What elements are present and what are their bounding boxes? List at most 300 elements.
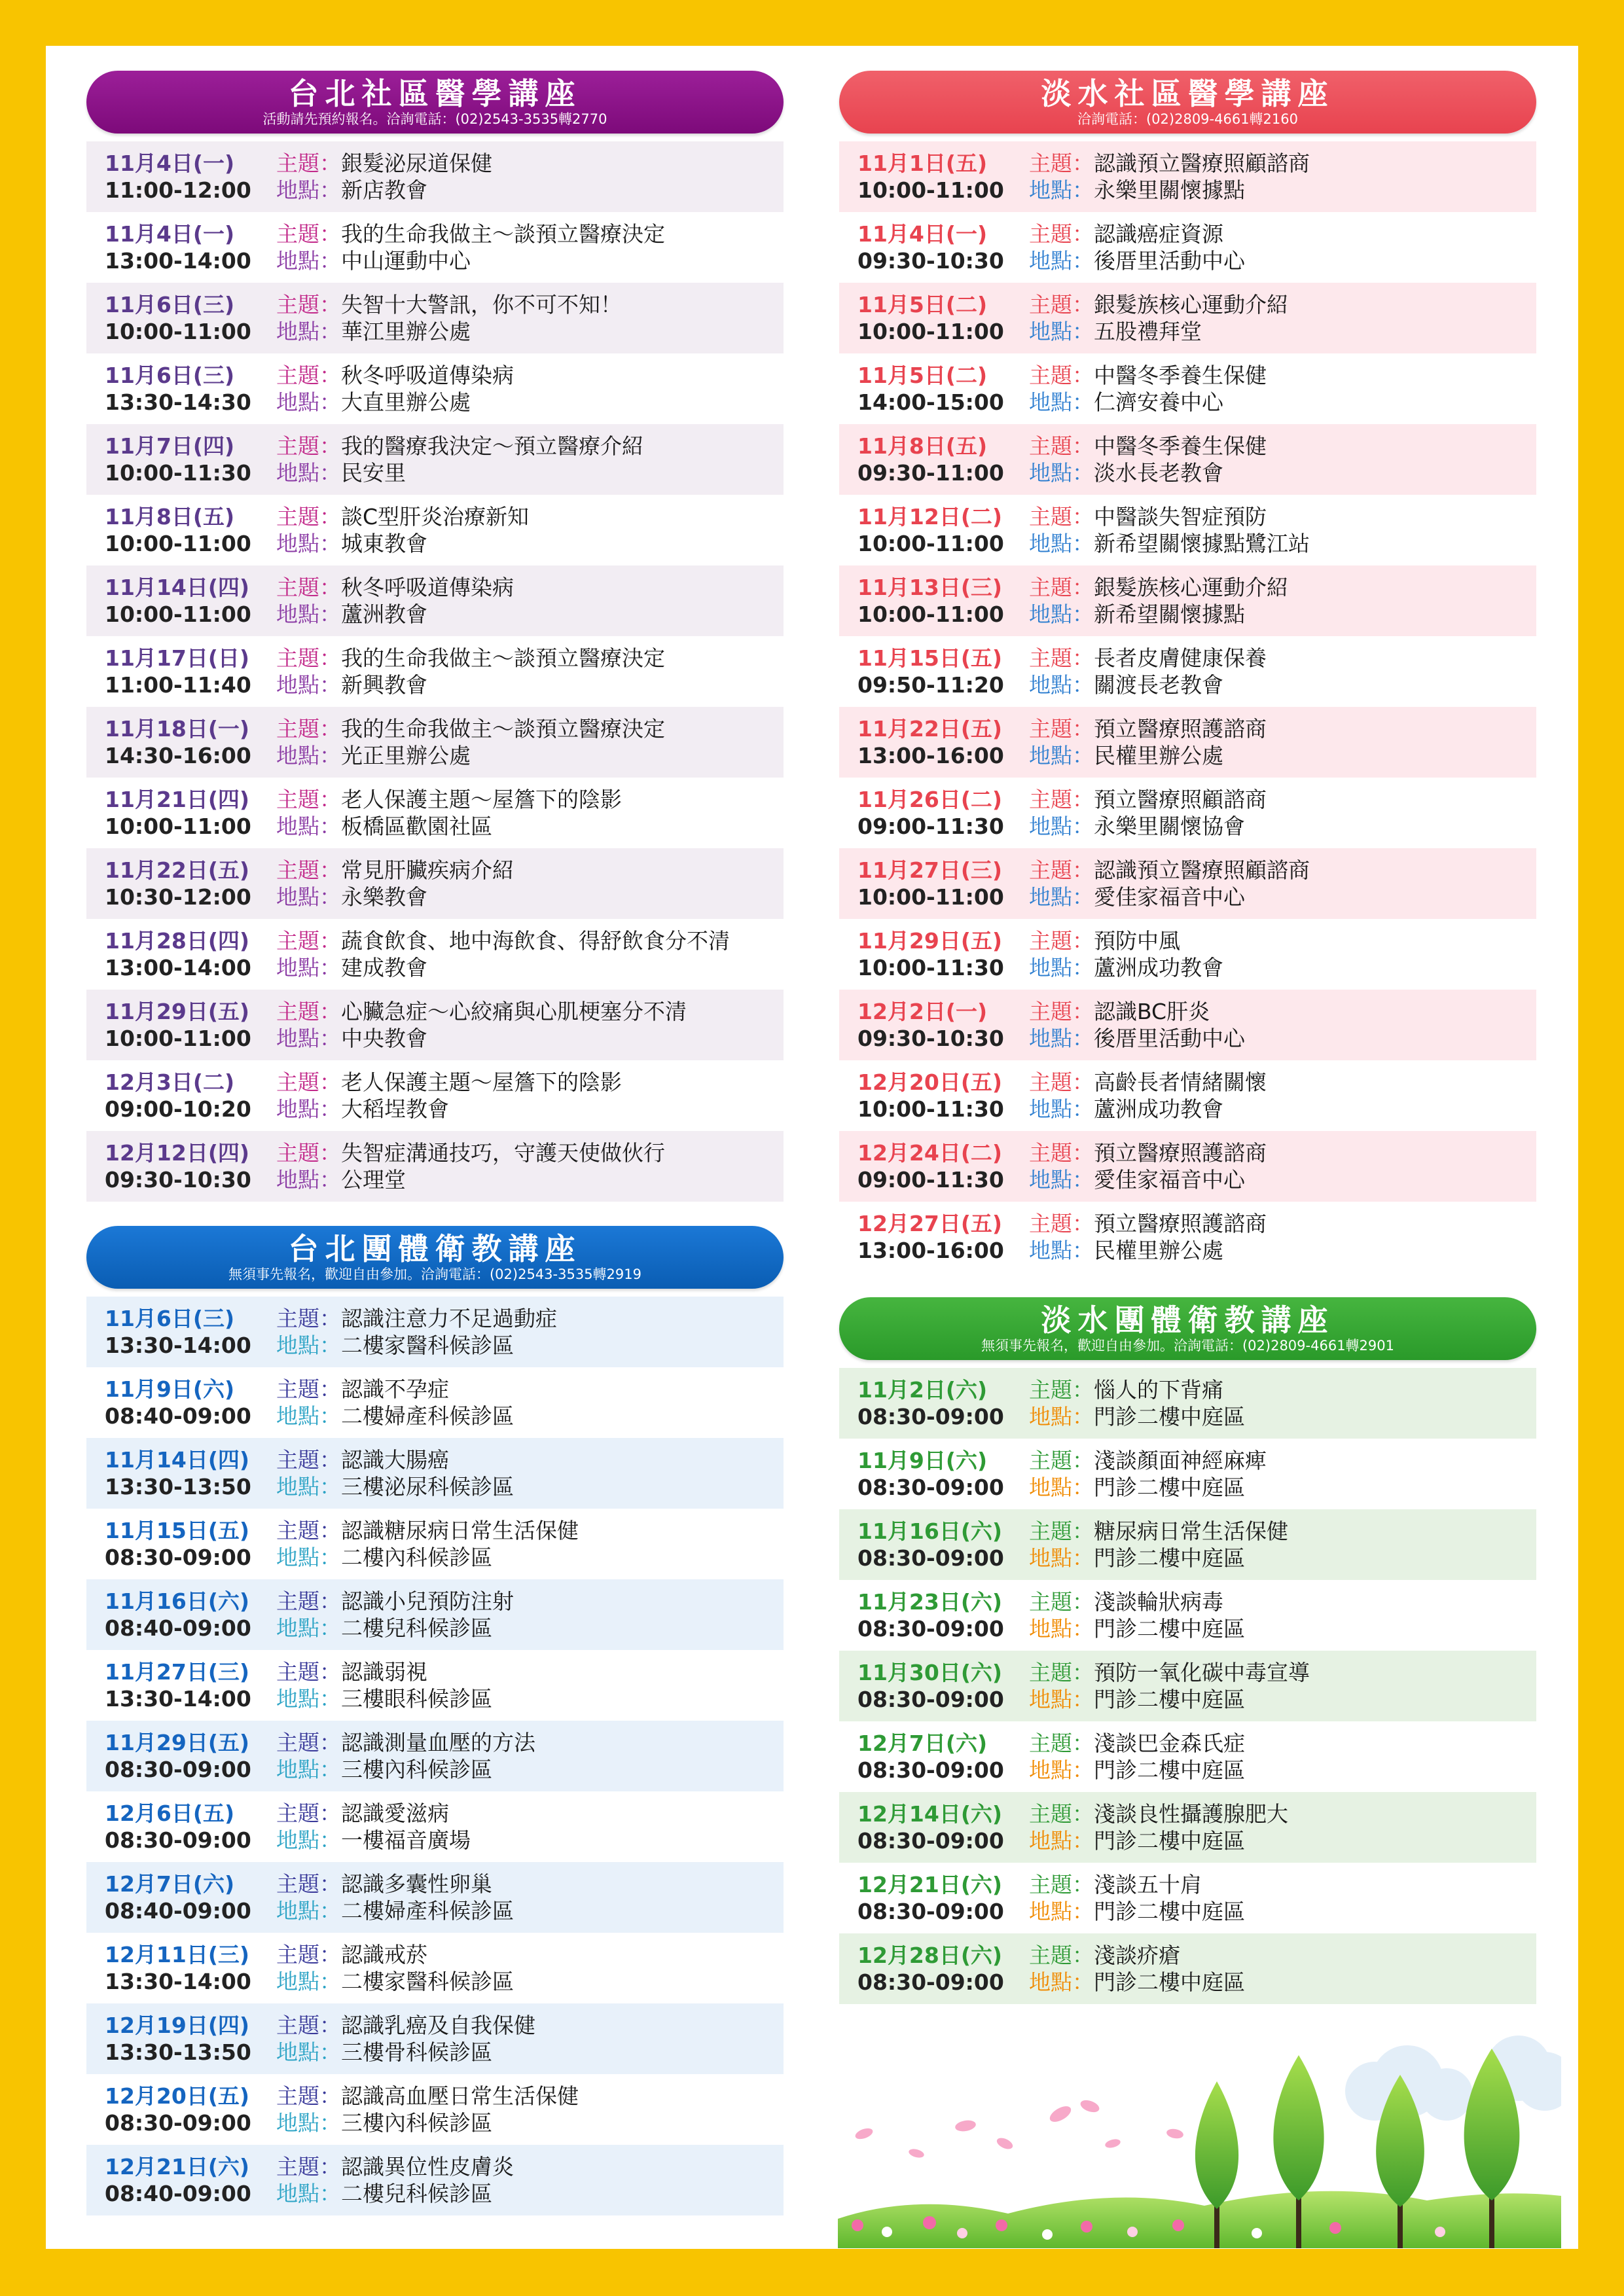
lecture-datetime [105, 1069, 276, 1122]
lecture-topic: 認識大腸癌 [341, 1447, 449, 1473]
place-label: 地點 [276, 1167, 319, 1193]
place-label: 地點 [1029, 1404, 1072, 1429]
lecture-topic-line [276, 1871, 514, 1897]
lecture-place: 永樂教會 [341, 884, 427, 910]
place-label: 地點 [276, 1096, 319, 1122]
lecture-row [86, 636, 784, 707]
lecture-time: 08:40-09:00 [105, 1615, 251, 1641]
lecture-place: 二樓兒科候診區 [341, 1615, 492, 1641]
lecture-datetime [857, 1801, 1029, 1854]
lecture-place-line [276, 1685, 492, 1712]
lecture-time: 10:00-11:00 [105, 531, 251, 556]
petal-icon [854, 2098, 1184, 2159]
lecture-place-line [276, 1968, 514, 1995]
lecture-info [1029, 1588, 1245, 1642]
place-label: 地點 [276, 601, 319, 627]
topic-label: 主題 [276, 363, 319, 388]
lecture-topic-line [1029, 927, 1223, 954]
place-label: 地點 [276, 531, 319, 556]
lecture-place: 二樓家醫科候診區 [341, 1969, 514, 1994]
lecture-topic: 銀髮泌尿道保健 [341, 151, 492, 176]
lecture-datetime [105, 645, 276, 698]
lecture-row [86, 565, 784, 636]
topic-label: 主題 [276, 857, 319, 883]
label-colon: ： [319, 504, 341, 529]
lecture-datetime [105, 362, 276, 416]
label-colon: ： [1072, 1096, 1094, 1122]
place-label: 地點 [276, 1686, 319, 1712]
lecture-info [1029, 291, 1288, 345]
lecture-topic-line [1029, 1376, 1245, 1403]
lecture-topic: 淺談顏面神經麻痺 [1094, 1448, 1267, 1473]
lecture-row [86, 2003, 784, 2074]
label-colon: ： [1072, 1828, 1094, 1854]
lecture-time: 09:30-10:30 [105, 1167, 251, 1193]
lecture-datetime [857, 715, 1029, 769]
lecture-time: 08:30-09:00 [857, 1475, 1004, 1500]
lecture-topic-line [276, 1376, 514, 1403]
topic-label: 主題 [1029, 1211, 1072, 1236]
place-label: 地點 [1029, 177, 1072, 203]
lecture-topic-line [276, 786, 622, 813]
lecture-time: 09:30-11:00 [857, 460, 1004, 486]
lecture-date: 11月27日(三) [857, 857, 1003, 883]
lecture-topic: 糖尿病日常生活保健 [1094, 1518, 1288, 1544]
label-colon: ： [319, 928, 341, 954]
label-colon: ： [1072, 1801, 1094, 1827]
place-label: 地點 [276, 460, 319, 486]
lecture-topic-line [1029, 1659, 1310, 1686]
lecture-topic-line [1029, 1730, 1245, 1757]
lecture-place: 門診二樓中庭區 [1094, 1969, 1245, 1995]
lecture-place: 二樓內科候診區 [341, 1545, 492, 1570]
topic-label: 主題 [276, 1942, 319, 1967]
lecture-datetime [105, 433, 276, 486]
lecture-info [1029, 715, 1267, 769]
lecture-date: 12月24日(二) [857, 1140, 1003, 1166]
lecture-row [86, 1367, 784, 1438]
label-colon: ： [319, 884, 341, 910]
lecture-date: 11月13日(三) [857, 575, 1003, 600]
lecture-info [276, 221, 665, 274]
place-label: 地點 [276, 319, 319, 344]
label-colon: ： [1072, 999, 1094, 1024]
label-colon: ： [319, 743, 341, 768]
lecture-place-line [276, 1544, 579, 1571]
lecture-topic: 認識小兒預防注射 [341, 1588, 514, 1614]
label-colon: ： [319, 2013, 341, 2038]
lecture-topic: 心臟急症～心絞痛與心肌梗塞分不清 [341, 999, 687, 1024]
lecture-topic-line [1029, 998, 1245, 1025]
place-label: 地點 [276, 1474, 319, 1499]
lecture-info [1029, 1139, 1267, 1193]
lecture-topic-line [276, 1588, 514, 1615]
place-label: 地點 [1029, 1616, 1072, 1641]
label-colon: ： [319, 1898, 341, 1924]
lecture-time: 08:40-09:00 [105, 1898, 251, 1924]
lecture-datetime [857, 503, 1029, 557]
lecture-date: 12月12日(四) [105, 1140, 250, 1166]
lecture-time: 08:30-09:00 [857, 1899, 1004, 1924]
lecture-info [276, 786, 622, 840]
lecture-topic: 老人保護主題～屋簷下的陰影 [341, 1069, 622, 1095]
topic-label: 主題 [276, 2013, 319, 2038]
lecture-topic: 我的生命我做主～談預立醫療決定 [341, 221, 665, 247]
label-colon: ： [319, 1686, 341, 1712]
section-title: 淡水團體衛教講座 [1041, 1302, 1335, 1338]
lecture-date: 12月27日(五) [857, 1211, 1003, 1236]
lecture-datetime [105, 1446, 276, 1500]
lecture-info [1029, 1447, 1267, 1501]
label-colon: ： [319, 1757, 341, 1782]
lecture-place-line [276, 884, 514, 910]
label-colon: ： [1072, 645, 1094, 671]
lecture-place-line [276, 530, 529, 557]
lecture-topic-line [276, 433, 643, 459]
label-colon: ： [1072, 1757, 1094, 1783]
lecture-topic: 預立醫療照護諮商 [1094, 1140, 1267, 1166]
place-label: 地點 [1029, 1969, 1072, 1995]
topic-label: 主題 [1029, 1660, 1072, 1685]
label-colon: ： [1072, 857, 1094, 883]
lecture-place: 永樂里關懷據點 [1094, 177, 1245, 203]
lecture-row [839, 565, 1536, 636]
lecture-date: 12月20日(五) [857, 1069, 1003, 1095]
lecture-topic-line [1029, 1588, 1245, 1615]
lecture-date: 11月17日(日) [105, 645, 250, 671]
lecture-info [1029, 998, 1245, 1052]
lecture-info [276, 1517, 579, 1571]
lecture-place: 一樓福音廣場 [341, 1827, 471, 1853]
lecture-date: 11月22日(五) [105, 857, 250, 883]
lecture-place-line [276, 954, 730, 981]
lecture-info [1029, 221, 1245, 274]
lecture-row [86, 495, 784, 565]
topic-label: 主題 [1029, 857, 1072, 883]
lecture-place: 二樓婦產科候診區 [341, 1898, 514, 1924]
lecture-date: 12月19日(四) [105, 2013, 250, 2038]
lecture-row [86, 1650, 784, 1721]
lecture-place-line [276, 1166, 665, 1193]
topic-label: 主題 [1029, 645, 1072, 671]
label-colon: ： [319, 151, 341, 176]
lecture-date: 12月3日(二) [105, 1069, 235, 1095]
lecture-topic-line [1029, 1871, 1245, 1898]
lecture-datetime [105, 786, 276, 840]
label-colon: ： [1072, 716, 1094, 742]
tamsui-community-list [839, 141, 1536, 1272]
lecture-date: 11月15日(五) [857, 645, 1003, 671]
lecture-topic: 淺談疥瘡 [1094, 1943, 1180, 1968]
lecture-row [86, 990, 784, 1060]
section-title: 台北團體衛教講座 [288, 1231, 582, 1266]
lecture-time: 10:00-11:30 [857, 955, 1004, 980]
topic-label: 主題 [1029, 999, 1072, 1024]
lecture-place: 蘆洲成功教會 [1094, 955, 1223, 980]
label-colon: ： [1072, 672, 1094, 698]
lecture-place: 愛佳家福音中心 [1094, 884, 1245, 910]
lecture-time: 09:00-11:30 [857, 1167, 1004, 1193]
lecture-info [276, 1305, 557, 1359]
lecture-time: 10:00-11:00 [105, 601, 251, 627]
lecture-row [86, 1933, 784, 2003]
lecture-time: 08:30-09:00 [105, 2110, 251, 2136]
lecture-place: 門診二樓中庭區 [1094, 1545, 1245, 1571]
place-label: 地點 [1029, 1026, 1072, 1051]
lecture-datetime [857, 786, 1029, 840]
lecture-topic: 認識測量血壓的方法 [341, 1730, 535, 1755]
lecture-place-line [276, 1827, 471, 1854]
topic-label: 主題 [276, 645, 319, 671]
lecture-place-line [276, 247, 665, 274]
label-colon: ： [319, 601, 341, 627]
lecture-info [1029, 1376, 1245, 1430]
lecture-row [86, 283, 784, 353]
lecture-place-line [1029, 1827, 1288, 1854]
topic-label: 主題 [1029, 716, 1072, 742]
lecture-time: 08:30-09:00 [105, 1827, 251, 1853]
lecture-topic-line [276, 221, 665, 247]
lecture-info [1029, 574, 1288, 628]
lecture-topic: 認識注意力不足過動症 [341, 1306, 557, 1331]
topic-label: 主題 [276, 1376, 319, 1402]
lecture-place-line [276, 672, 665, 698]
lecture-place: 新興教會 [341, 672, 427, 698]
label-colon: ： [1072, 151, 1094, 176]
lecture-topic-line [276, 1659, 492, 1685]
lecture-topic-line [276, 2153, 514, 2180]
lecture-place-line [276, 813, 622, 840]
lecture-date: 12月28日(六) [857, 1943, 1003, 1968]
lecture-topic-line [276, 1517, 579, 1544]
lecture-info [276, 150, 492, 204]
lecture-time: 08:30-09:00 [857, 1687, 1004, 1712]
lecture-time: 10:00-11:00 [857, 884, 1004, 910]
lecture-datetime [857, 1659, 1029, 1713]
label-colon: ： [1072, 1377, 1094, 1403]
topic-label: 主題 [276, 1801, 319, 1826]
label-colon: ： [319, 1588, 341, 1614]
lecture-date: 11月4日(一) [105, 151, 235, 176]
label-colon: ： [1072, 955, 1094, 980]
lecture-row [86, 1509, 784, 1579]
lecture-place-line [1029, 177, 1310, 204]
lecture-topic-line [1029, 503, 1310, 530]
lecture-info [276, 2153, 514, 2207]
lecture-info [276, 291, 622, 345]
lecture-date: 11月27日(三) [105, 1659, 250, 1685]
label-colon: ： [1072, 1448, 1094, 1473]
lecture-place-line [276, 459, 643, 486]
label-colon: ： [319, 955, 341, 980]
topic-label: 主題 [276, 787, 319, 812]
place-label: 地點 [276, 672, 319, 698]
lecture-info [276, 1588, 514, 1641]
lecture-topic-line [276, 1305, 557, 1332]
lecture-info [1029, 927, 1223, 981]
lecture-time: 10:00-11:30 [857, 1096, 1004, 1122]
lecture-topic: 認識弱視 [341, 1659, 427, 1685]
topic-label: 主題 [1029, 433, 1072, 459]
lecture-date: 12月20日(五) [105, 2083, 250, 2109]
topic-label: 主題 [276, 2083, 319, 2109]
label-colon: ： [319, 1306, 341, 1331]
lecture-time: 13:30-14:00 [105, 1333, 251, 1358]
lecture-topic: 惱人的下背痛 [1094, 1377, 1223, 1403]
place-label: 地點 [276, 1403, 319, 1429]
place-label: 地點 [1029, 319, 1072, 344]
lecture-time: 08:40-09:00 [105, 1403, 251, 1429]
lecture-row [86, 848, 784, 919]
lecture-time: 10:00-11:00 [857, 601, 1004, 627]
place-label: 地點 [1029, 743, 1072, 768]
lecture-time: 13:00-14:00 [105, 955, 251, 980]
lecture-time: 08:30-09:00 [857, 1757, 1004, 1783]
lecture-place-line [276, 1096, 622, 1122]
lecture-place: 二樓婦產科候診區 [341, 1403, 514, 1429]
lecture-place: 門診二樓中庭區 [1094, 1899, 1245, 1924]
lecture-place: 大直里辦公處 [341, 389, 471, 415]
lecture-place: 建成教會 [341, 955, 427, 980]
section-subtitle: 無須事先報名，歡迎自由參加。洽詢電話：(02)2543-3535轉2919 [228, 1266, 641, 1282]
lecture-date: 12月2日(一) [857, 999, 988, 1024]
lecture-place-line [276, 177, 492, 204]
topic-label: 主題 [1029, 1377, 1072, 1403]
lecture-topic-line [276, 715, 665, 742]
lecture-info [1029, 1518, 1288, 1571]
topic-label: 主題 [1029, 1872, 1072, 1897]
label-colon: ： [319, 1140, 341, 1166]
label-colon: ： [1072, 743, 1094, 768]
lecture-date: 11月15日(五) [105, 1518, 250, 1543]
label-colon: ： [319, 1167, 341, 1193]
topic-label: 主題 [276, 1659, 319, 1685]
label-colon: ： [1072, 1211, 1094, 1236]
place-label: 地點 [1029, 1238, 1072, 1263]
label-colon: ： [1072, 1872, 1094, 1897]
lecture-info [276, 574, 514, 628]
lecture-date: 11月22日(五) [857, 716, 1003, 742]
lecture-row [839, 990, 1536, 1060]
lecture-datetime [857, 1942, 1029, 1996]
place-label: 地點 [276, 1333, 319, 1358]
lecture-topic: 長者皮膚健康保養 [1094, 645, 1267, 671]
lecture-place: 門診二樓中庭區 [1094, 1404, 1245, 1429]
label-colon: ： [319, 1871, 341, 1897]
lecture-topic: 中醫冬季養生保健 [1094, 363, 1267, 388]
label-colon: ： [319, 787, 341, 812]
lecture-time: 08:30-09:00 [857, 1828, 1004, 1854]
lecture-topic: 淺談巴金森氏症 [1094, 1731, 1245, 1756]
lecture-date: 11月16日(六) [857, 1518, 1003, 1544]
lecture-time: 13:30-13:50 [105, 2039, 251, 2065]
lecture-topic-line [276, 645, 665, 672]
topic-label: 主題 [1029, 1069, 1072, 1095]
lecture-date: 12月21日(六) [857, 1872, 1003, 1897]
lecture-time: 08:30-09:00 [857, 1616, 1004, 1641]
lecture-time: 10:00-11:30 [105, 460, 251, 486]
lecture-datetime [105, 1800, 276, 1854]
place-label: 地點 [276, 2181, 319, 2206]
label-colon: ： [1072, 1545, 1094, 1571]
lecture-time: 10:00-11:00 [105, 319, 251, 344]
lecture-place: 三樓內科候診區 [341, 2110, 492, 2136]
place-label: 地點 [1029, 531, 1072, 556]
lecture-place: 後厝里活動中心 [1094, 248, 1245, 274]
place-label: 地點 [276, 955, 319, 980]
lecture-topic-line [1029, 1942, 1245, 1969]
lecture-place-line [276, 389, 514, 416]
label-colon: ： [319, 1376, 341, 1402]
label-colon: ： [1072, 1731, 1094, 1756]
lecture-topic: 認識愛滋病 [341, 1801, 449, 1826]
lecture-time: 13:00-16:00 [857, 1238, 1004, 1263]
lecture-datetime [857, 927, 1029, 981]
lecture-topic: 淺談輪狀病毒 [1094, 1589, 1223, 1615]
label-colon: ： [1072, 363, 1094, 388]
lecture-topic-line [1029, 1518, 1288, 1545]
topic-label: 主題 [276, 292, 319, 317]
lecture-info [1029, 1659, 1310, 1713]
label-colon: ： [1072, 389, 1094, 415]
lecture-place: 新店教會 [341, 177, 427, 203]
lecture-datetime [105, 1871, 276, 1924]
lecture-row [839, 495, 1536, 565]
lecture-datetime [105, 1729, 276, 1783]
lecture-topic: 認識多囊性卵巢 [341, 1871, 492, 1897]
lecture-time: 08:40-09:00 [105, 2181, 251, 2206]
lecture-date: 11月1日(五) [857, 151, 988, 176]
lecture-datetime [857, 1210, 1029, 1264]
label-colon: ： [1072, 1026, 1094, 1051]
lecture-date: 11月5日(二) [857, 292, 988, 317]
lecture-info [276, 2083, 579, 2136]
topic-label: 主題 [1029, 1801, 1072, 1827]
lecture-topic: 銀髮族核心運動介紹 [1094, 575, 1288, 600]
topic-label: 主題 [276, 1306, 319, 1331]
lecture-datetime [105, 2083, 276, 2136]
label-colon: ： [1072, 928, 1094, 954]
lecture-topic: 預立醫療照顧諮商 [1094, 787, 1267, 812]
lecture-datetime [105, 291, 276, 345]
topic-label: 主題 [1029, 363, 1072, 388]
lecture-topic-line [1029, 857, 1310, 884]
lecture-place: 蘆洲教會 [341, 601, 427, 627]
lecture-place-line [1029, 1545, 1288, 1571]
label-colon: ： [1072, 1969, 1094, 1995]
lecture-date: 11月16日(六) [105, 1588, 250, 1614]
lecture-topic: 淺談五十肩 [1094, 1872, 1202, 1897]
section-title: 淡水社區醫學講座 [1041, 76, 1335, 111]
lecture-topic: 預立醫療照護諮商 [1094, 716, 1267, 742]
lecture-topic-line [276, 2083, 579, 2109]
lecture-topic-line [276, 503, 529, 530]
lecture-place: 二樓兒科候診區 [341, 2181, 492, 2206]
lecture-info [276, 927, 730, 981]
label-colon: ： [319, 1801, 341, 1826]
label-colon: ： [1072, 1687, 1094, 1712]
lecture-topic-line [1029, 291, 1288, 318]
lecture-info [1029, 1730, 1245, 1784]
lecture-place: 後厝里活動中心 [1094, 1026, 1245, 1051]
place-label: 地點 [276, 177, 319, 203]
lecture-place-line [1029, 1757, 1245, 1784]
lecture-datetime [105, 2153, 276, 2207]
lecture-topic-line [276, 150, 492, 177]
lecture-time: 10:00-11:00 [105, 1026, 251, 1051]
lecture-topic-line [276, 574, 514, 601]
lecture-date: 11月18日(一) [105, 716, 250, 742]
